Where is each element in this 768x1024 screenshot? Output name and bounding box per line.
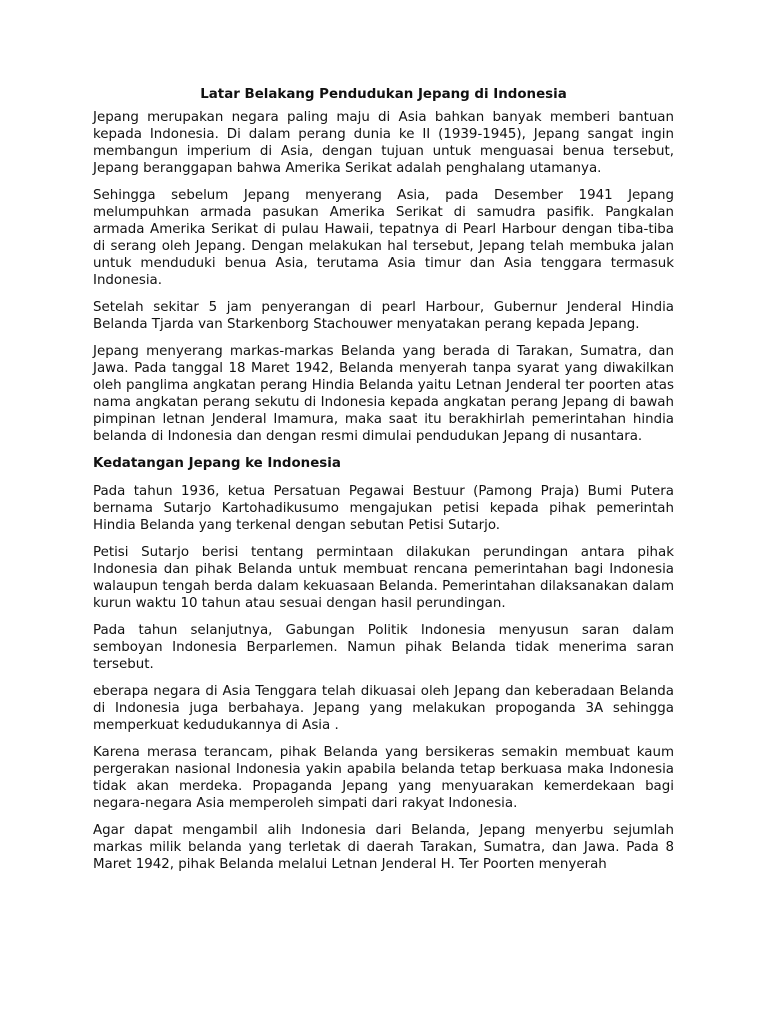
paragraph: Karena merasa terancam, pihak Belanda yang bersikeras semakin membuat kaum pergerakan nasional Indonesia yakin apabila belanda tetap berkuasa maka Indonesia tidak akan merdeka. Propaganda Jepang yang menyuarakan kemerdekaan bagi negara-negara Asia memperoleh simpati dari rakyat Indonesia.	[93, 745, 674, 811]
paragraph: Setelah sekitar 5 jam penyerangan di pearl Harbour, Gubernur Jenderal Hindia Belanda Tjarda van Starkenborg Stachouwer menyatakan perang kepada Jepang.	[93, 300, 674, 332]
document-body	[93, 86, 674, 883]
paragraph: Petisi Sutarjo berisi tentang permintaan dilakukan perundingan antara pihak Indonesia dan pihak Belanda untuk membuat rencana pemerintahan bagi Indonesia walaupun tengah berda dalam kekuasaan Belanda. Pemerintahan dilaksanakan dalam kurun waktu 10 tahun atau sesuai dengan hasil perundingan.	[93, 545, 674, 611]
document-title: Latar Belakang Pendudukan Jepang di Indonesia	[200, 87, 567, 102]
section-heading: Kedatangan Jepang ke Indonesia	[93, 456, 341, 471]
paragraph: Pada tahun selanjutnya, Gabungan Politik Indonesia menyusun saran dalam semboyan Indonesia Berparlemen. Namun pihak Belanda tidak menerima saran tersebut.	[93, 623, 674, 672]
paragraph: Jepang menyerang markas-markas Belanda yang berada di Tarakan, Sumatra, dan Jawa. Pada tanggal 18 Maret 1942, Belanda menyerah tanpa syarat yang diwakilkan oleh panglima angkatan perang Hindia Belanda yaitu Letnan Jenderal ter poorten atas nama angkatan perang sekutu di Indonesia kepada angkatan perang Jepang di bawah pimpinan letnan Jenderal Imamura, maka saat itu berakhirlah pemerintahan hindia belanda di Indonesia dan dengan resmi dimulai pendudukan Jepang di nusantara.	[93, 344, 674, 444]
paragraph: Sehingga sebelum Jepang menyerang Asia, pada Desember 1941 Jepang melumpuhkan armada pasukan Amerika Serikat di samudra pasifik. Pangkalan armada Amerika Serikat di pulau Hawaii, tepatnya di Pearl Harbour dengan tiba-tiba di serang oleh Jepang. Dengan melakukan hal tersebut, Jepang telah membuka jalan untuk menduduki benua Asia, terutama Asia timur dan Asia tenggara termasuk Indonesia.	[93, 188, 674, 288]
paragraph: eberapa negara di Asia Tenggara telah dikuasai oleh Jepang dan keberadaan Belanda di Indonesia juga berbahaya. Jepang yang melakukan propoganda 3A sehingga memperkuat kedudukannya di Asia .	[93, 684, 674, 733]
paragraph: Pada tahun 1936, ketua Persatuan Pegawai Bestuur (Pamong Praja) Bumi Putera bernama Sutarjo Kartohadikusumo mengajukan petisi kepada pihak pemerintah Hindia Belanda yang terkenal dengan sebutan Petisi Sutarjo.	[93, 484, 674, 533]
paragraph: Agar dapat mengambil alih Indonesia dari Belanda, Jepang menyerbu sejumlah markas milik belanda yang terletak di daerah Tarakan, Sumatra, dan Jawa. Pada 8 Maret 1942, pihak Belanda melalui Letnan Jenderal H. Ter Poorten menyerah	[93, 823, 674, 872]
paragraph: Jepang merupakan negara paling maju di Asia bahkan banyak memberi bantuan kepada Indonesia. Di dalam perang dunia ke II (1939-1945), Jepang sangat ingin membangun imperium di Asia, dengan tujuan untuk menguasai benua tersebut, Jepang beranggapan bahwa Amerika Serikat adalah penghalang utamanya.	[93, 110, 674, 176]
